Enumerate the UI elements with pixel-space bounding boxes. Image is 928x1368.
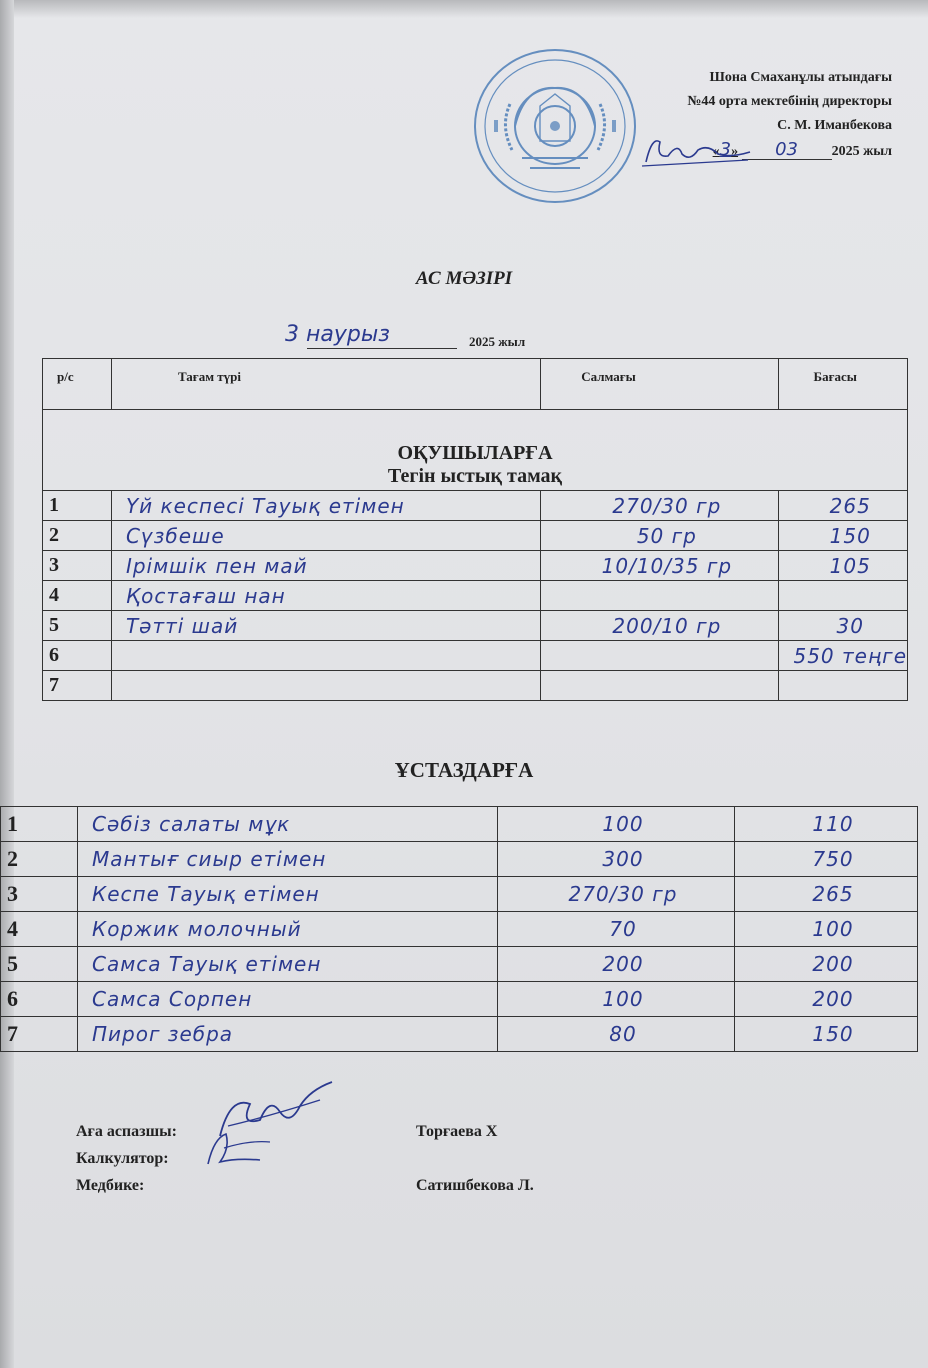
row-price: 200	[735, 947, 918, 982]
row-dish: Самса Тауық етімен	[78, 947, 498, 982]
students-menu-table	[42, 358, 908, 701]
row-dish: Тәтті шай	[111, 611, 540, 641]
row-price	[779, 671, 908, 701]
row-weight	[541, 581, 779, 611]
table-row	[1, 842, 918, 877]
row-number: 3	[43, 551, 112, 581]
approval-line-director: С. М. Иманбекова	[777, 118, 892, 133]
menu-date-year: 2025 жыл	[469, 334, 526, 349]
paper-edge	[0, 0, 14, 1368]
menu-date-handwritten: 3 наурыз	[285, 322, 390, 347]
nurse-row	[76, 1172, 596, 1199]
nurse-label: Медбике:	[76, 1177, 145, 1194]
paper-shadow	[0, 0, 928, 18]
row-dish: Кеспе Тауық етімен	[78, 877, 498, 912]
row-number: 5	[1, 947, 78, 982]
row-number: 6	[43, 641, 112, 671]
menu-date-underline	[307, 348, 457, 349]
menu-title: АС МӘЗІРІ	[415, 268, 513, 289]
row-price: 150	[735, 1017, 918, 1052]
row-weight: 80	[498, 1017, 735, 1052]
table-row	[43, 551, 908, 581]
row-price: 750	[735, 842, 918, 877]
table-row	[43, 521, 908, 551]
row-price: 265	[735, 877, 918, 912]
teachers-menu-table	[0, 806, 918, 1052]
students-section-subtitle: Тегін ыстық тамақ	[387, 465, 563, 487]
approval-line-position: №44 орта мектебінің директоры	[687, 94, 892, 109]
row-price: 550 теңге	[779, 641, 908, 671]
approval-line-school: Шона Смаханұлы атындағы	[709, 70, 892, 85]
table-row	[1, 982, 918, 1017]
row-price: 30	[779, 611, 908, 641]
row-price: 200	[735, 982, 918, 1017]
approval-date-month: 03	[742, 141, 832, 160]
row-number: 5	[43, 611, 112, 641]
calculator-label: Калкулятор:	[76, 1150, 169, 1167]
row-weight: 270/30 гр	[498, 877, 735, 912]
students-section-row	[43, 410, 908, 491]
table-row	[43, 581, 908, 611]
row-weight	[541, 671, 779, 701]
row-number: 2	[1, 842, 78, 877]
row-number: 6	[1, 982, 78, 1017]
menu-date	[275, 322, 575, 356]
row-weight: 270/30 гр	[541, 491, 779, 521]
row-dish: Сәбіз салаты мұк	[78, 807, 498, 842]
row-weight	[541, 641, 779, 671]
row-weight: 100	[498, 982, 735, 1017]
row-weight: 200/10 гр	[541, 611, 779, 641]
table-row	[43, 671, 908, 701]
row-number: 4	[1, 912, 78, 947]
table-row	[1, 947, 918, 982]
header-weight: Салмағы	[541, 359, 779, 410]
row-number: 7	[43, 671, 112, 701]
teachers-section-title: ҰСТАЗДАРҒА	[394, 758, 534, 782]
approval-date-year: 2025 жыл	[831, 144, 892, 159]
row-price: 265	[779, 491, 908, 521]
table-header-row	[43, 359, 908, 410]
row-price: 105	[779, 551, 908, 581]
row-price: 150	[779, 521, 908, 551]
row-dish: Пирог зебра	[78, 1017, 498, 1052]
row-weight: 70	[498, 912, 735, 947]
students-section-cell	[43, 410, 908, 491]
header-num: р/с	[43, 359, 112, 410]
row-number: 4	[43, 581, 112, 611]
row-dish: Қостағаш нан	[111, 581, 540, 611]
row-weight: 300	[498, 842, 735, 877]
row-price: 100	[735, 912, 918, 947]
row-number: 7	[1, 1017, 78, 1052]
table-row	[1, 1017, 918, 1052]
table-row	[43, 611, 908, 641]
row-weight: 10/10/35 гр	[541, 551, 779, 581]
row-dish: Сүзбеше	[111, 521, 540, 551]
students-section-title: ОҚУШЫЛАРҒА	[397, 442, 553, 464]
row-number: 3	[1, 877, 78, 912]
chef-label: Аға аспазшы:	[76, 1123, 177, 1140]
table-row	[1, 807, 918, 842]
row-weight: 50 гр	[541, 521, 779, 551]
calculator-signature-icon	[200, 1128, 270, 1172]
date-close-quote: »	[731, 144, 739, 159]
approval-date-day: 3	[719, 139, 732, 160]
signature-icon	[638, 132, 758, 172]
row-weight: 100	[498, 807, 735, 842]
row-price	[779, 581, 908, 611]
row-dish	[111, 641, 540, 671]
row-dish: Үй кеспесі Тауық етімен	[111, 491, 540, 521]
row-dish: Мантығ сиыр етімен	[78, 842, 498, 877]
date-open-quote: «	[712, 144, 720, 159]
row-weight: 200	[498, 947, 735, 982]
nurse-name: Сатишбекова Л.	[416, 1177, 534, 1194]
row-dish: Самса Сорпен	[78, 982, 498, 1017]
row-dish: Ірімшік пен май	[111, 551, 540, 581]
chef-name: Торғаева Х	[416, 1123, 498, 1140]
table-row	[43, 491, 908, 521]
row-number: 1	[1, 807, 78, 842]
table-row	[1, 912, 918, 947]
row-price: 110	[735, 807, 918, 842]
table-row	[1, 877, 918, 912]
table-row	[43, 641, 908, 671]
row-dish: Коржик молочный	[78, 912, 498, 947]
header-dish: Тағам түрі	[111, 359, 540, 410]
row-number: 1	[43, 491, 112, 521]
header-price: Бағасы	[779, 359, 908, 410]
row-dish	[111, 671, 540, 701]
row-number: 2	[43, 521, 112, 551]
